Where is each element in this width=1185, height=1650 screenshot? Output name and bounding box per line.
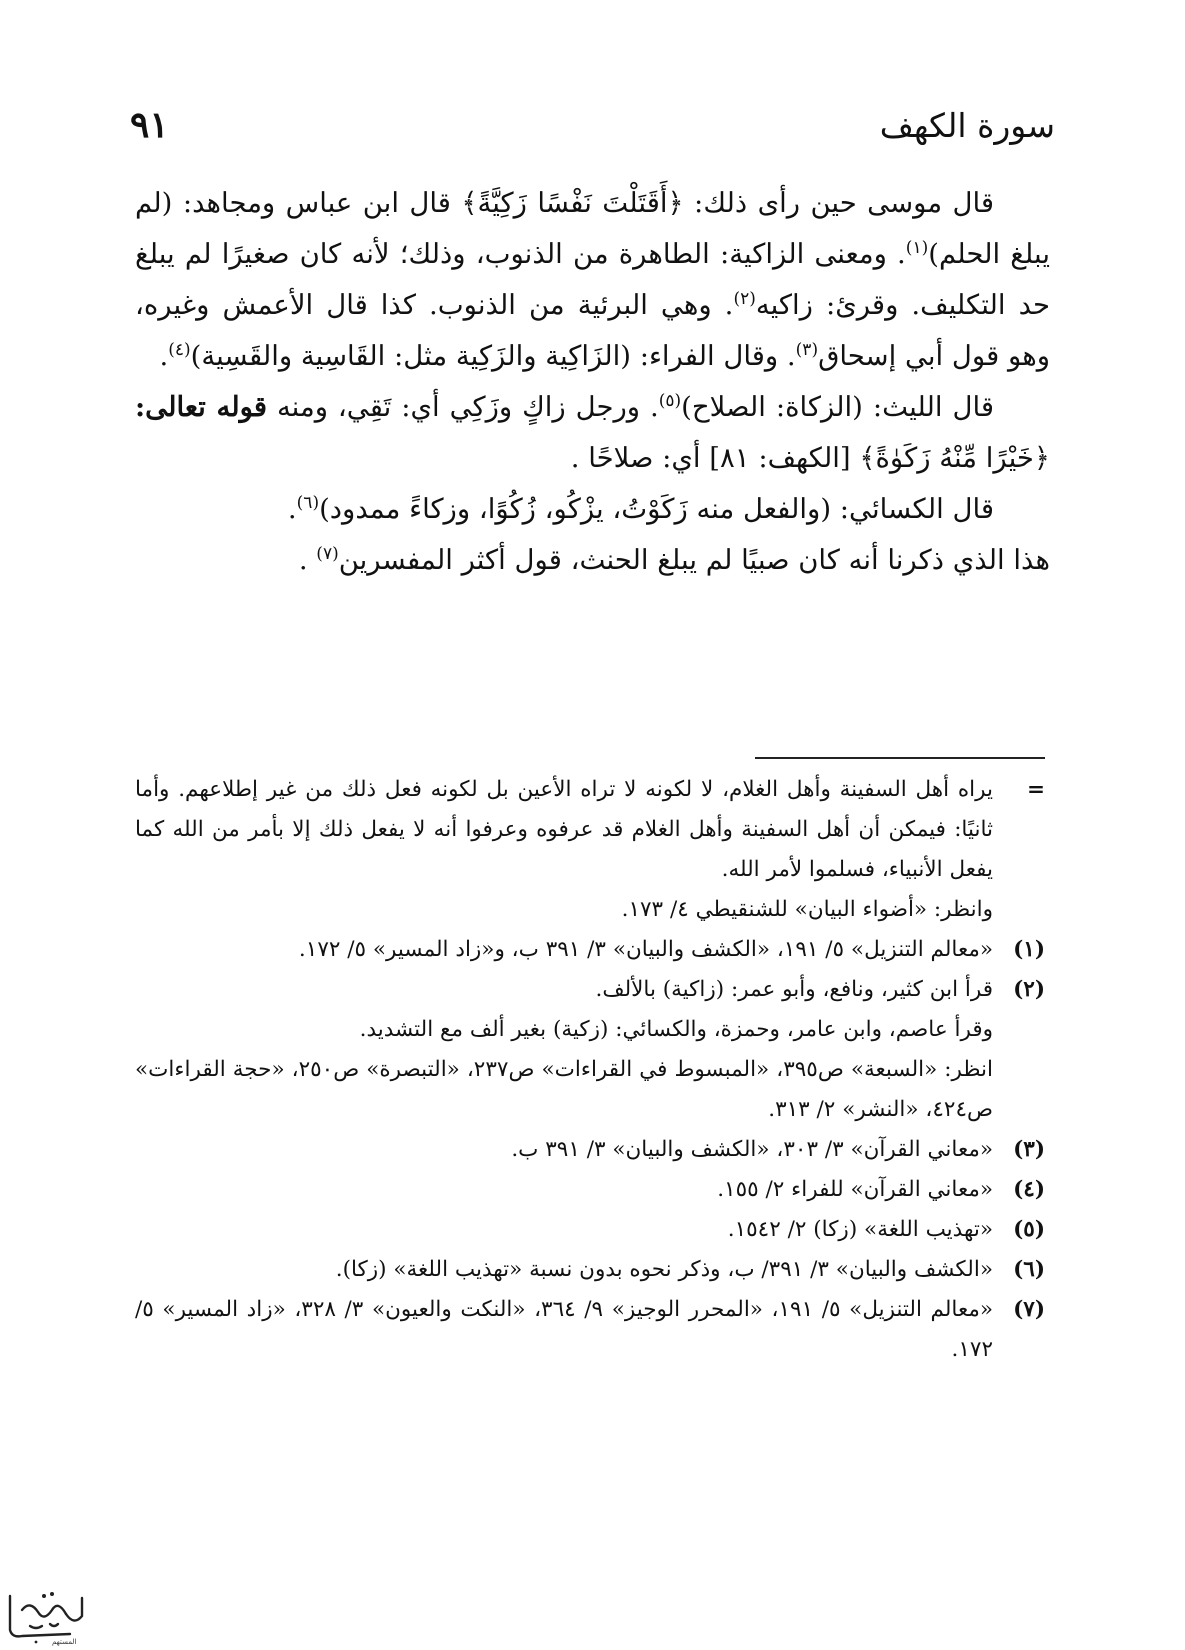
footnote-5 bbox=[135, 1210, 1045, 1250]
footnotes bbox=[135, 770, 1045, 1370]
footnote-line: «تهذيب اللغة» (زكا) ٢/ ١٥٤٢. bbox=[727, 1217, 993, 1242]
footnote-number: (٤) bbox=[1013, 1177, 1045, 1202]
text-run: قال الكسائي: (والفعل منه زَكَوْتُ، يزْكُو، زُكُوًا، وزكاءً ممدود) bbox=[319, 493, 994, 525]
paragraph-1 bbox=[135, 178, 1050, 382]
text-run: . bbox=[298, 544, 317, 576]
footnote-ref-2[interactable]: (٢) bbox=[733, 288, 756, 309]
footnote-ref-7[interactable]: (٧) bbox=[316, 543, 339, 564]
footnote-6 bbox=[135, 1250, 1045, 1290]
text-run: قال موسى حين رأى ذلك: bbox=[683, 187, 994, 219]
page-header bbox=[130, 100, 1055, 150]
footnote-ref-1[interactable]: (١) bbox=[905, 237, 929, 258]
text-run: [الكهف: ٨١] أي: صلاحًا . bbox=[570, 442, 860, 474]
footnote-4 bbox=[135, 1170, 1045, 1210]
quran-verse: ﴿أَقَتَلْتَ نَفْسًا زَكِيَّةً﴾ bbox=[461, 187, 684, 219]
footnote-ref-4[interactable]: (٤) bbox=[168, 339, 191, 360]
text-run: قال الليث: (الزكاة: الصلاح) bbox=[681, 391, 994, 423]
footnote-number: (٧) bbox=[1013, 1297, 1045, 1322]
footnote-number: (٣) bbox=[1013, 1137, 1045, 1162]
footnote-2 bbox=[135, 970, 1045, 1130]
footnote-text: يراه أهل السفينة وأهل الغلام، لا لكونه لا تراه الأعين بل لكونه فعل ذلك من غير إطلاعهم. وأما ثانيًا: فيمكن أن أهل السفينة وأهل الغلام قد عرفوه وعرفوا أنه لا يفعل ذلك إلا بأمر من الله كما يفعل الأنبياء، فسلموا لأمر الله. bbox=[135, 777, 993, 882]
footnote-number: (٢) bbox=[1013, 977, 1045, 1002]
footnote-line: قرأ ابن كثير، ونافع، وأبو عمر: (زاكية) بالألف. bbox=[595, 977, 993, 1002]
footnote-number: (١) bbox=[1013, 937, 1045, 962]
quran-verse: ﴿خَيْرًا مِّنْهُ زَكَوٰةً﴾ bbox=[859, 442, 1050, 474]
text-run: . وهي البرئية من الذنوب. كذا قال الأعمش وغيره، وهو قول أبي إسحاق bbox=[135, 289, 1050, 372]
paragraph-2 bbox=[135, 382, 1050, 484]
bold-phrase: قوله تعالى: bbox=[135, 391, 267, 423]
text-run: . bbox=[159, 340, 169, 372]
footnote-ref-3[interactable]: (٣) bbox=[795, 339, 819, 360]
page-number: ٩١ bbox=[130, 104, 169, 146]
footnote-ref-5[interactable]: (٥) bbox=[658, 390, 682, 411]
text-run: هذا الذي ذكرنا أنه كان صبيًا لم يبلغ الحنث، قول أكثر المفسرين bbox=[338, 544, 1050, 576]
text-run: . bbox=[287, 493, 297, 525]
main-text bbox=[135, 178, 1050, 586]
watermark-text: المستهم bbox=[52, 1638, 77, 1646]
footnote-7 bbox=[135, 1290, 1045, 1370]
footnote-continuation bbox=[135, 770, 1045, 890]
footnote-line: «معاني القرآن» ٣/ ٣٠٣، «الكشف والبيان» ٣/ ٣٩١ ب. bbox=[511, 1137, 993, 1162]
footnote-number: (٦) bbox=[1013, 1257, 1045, 1282]
footnote-ref-6[interactable]: (٦) bbox=[296, 492, 320, 513]
footnote-line: انظر: «السبعة» ص٣٩٥، «المبسوط في القراءات» ص٢٣٧، «التبصرة» ص٢٥٠، «حجة القراءات» ص٤٢٤، «النشر» ٢/ ٣١٣. bbox=[135, 1057, 993, 1122]
text-run: . ورجل زاكٍ وزَكِي أي: تَقِي، ومنه bbox=[267, 391, 659, 423]
footnote-line: «معالم التنزيل» ٥/ ١٩١، «المحرر الوجيز» ٩/ ٣٦٤، «النكت والعيون» ٣/ ٣٢٨، «زاد المسير» ٥/ ١٧٢. bbox=[135, 1297, 993, 1362]
text-run: قال ابن عباس ومجاهد: (لم يبلغ الحلم) bbox=[135, 187, 1050, 270]
text-run: . وقال الفراء: (الزَاكِية والزَكِية مثل: القَاسِية والقَسِية) bbox=[190, 340, 796, 372]
calligraphy-logo-icon bbox=[0, 1586, 88, 1646]
footnote-1 bbox=[135, 930, 1045, 970]
footnote-divider bbox=[755, 757, 1045, 759]
footnote-number: (٥) bbox=[1013, 1217, 1045, 1242]
footnote-text: وانظر: «أضواء البيان» للشنقيطي ٤/ ١٧٣. bbox=[621, 897, 993, 922]
continuation-marker: = bbox=[1026, 777, 1045, 802]
paragraph-4 bbox=[135, 535, 1050, 586]
footnote-line: «معاني القرآن» للفراء ٢/ ١٥٥. bbox=[717, 1177, 993, 1202]
surah-title: سورة الكهف bbox=[879, 105, 1055, 145]
footnote-3 bbox=[135, 1130, 1045, 1170]
footnote-line: «الكشف والبيان» ٣/ ٣٩١/ ب، وذكر نحوه بدون نسبة «تهذيب اللغة» (زكا). bbox=[335, 1257, 993, 1282]
footnote-line: «معالم التنزيل» ٥/ ١٩١، «الكشف والبيان» ٣/ ٣٩١ ب، و«زاد المسير» ٥/ ١٧٢. bbox=[298, 937, 993, 962]
text-run: . ومعنى الزاكية: الطاهرة من الذنوب، وذلك؛ لأنه كان صغيرًا لم يبلغ حد التكليف. وقرئ: زاكيه bbox=[135, 238, 1051, 321]
paragraph-3 bbox=[135, 484, 1050, 535]
footnote-line: وقرأ عاصم، وابن عامر، وحمزة، والكسائي: (زكية) بغير ألف مع التشديد. bbox=[359, 1017, 993, 1042]
